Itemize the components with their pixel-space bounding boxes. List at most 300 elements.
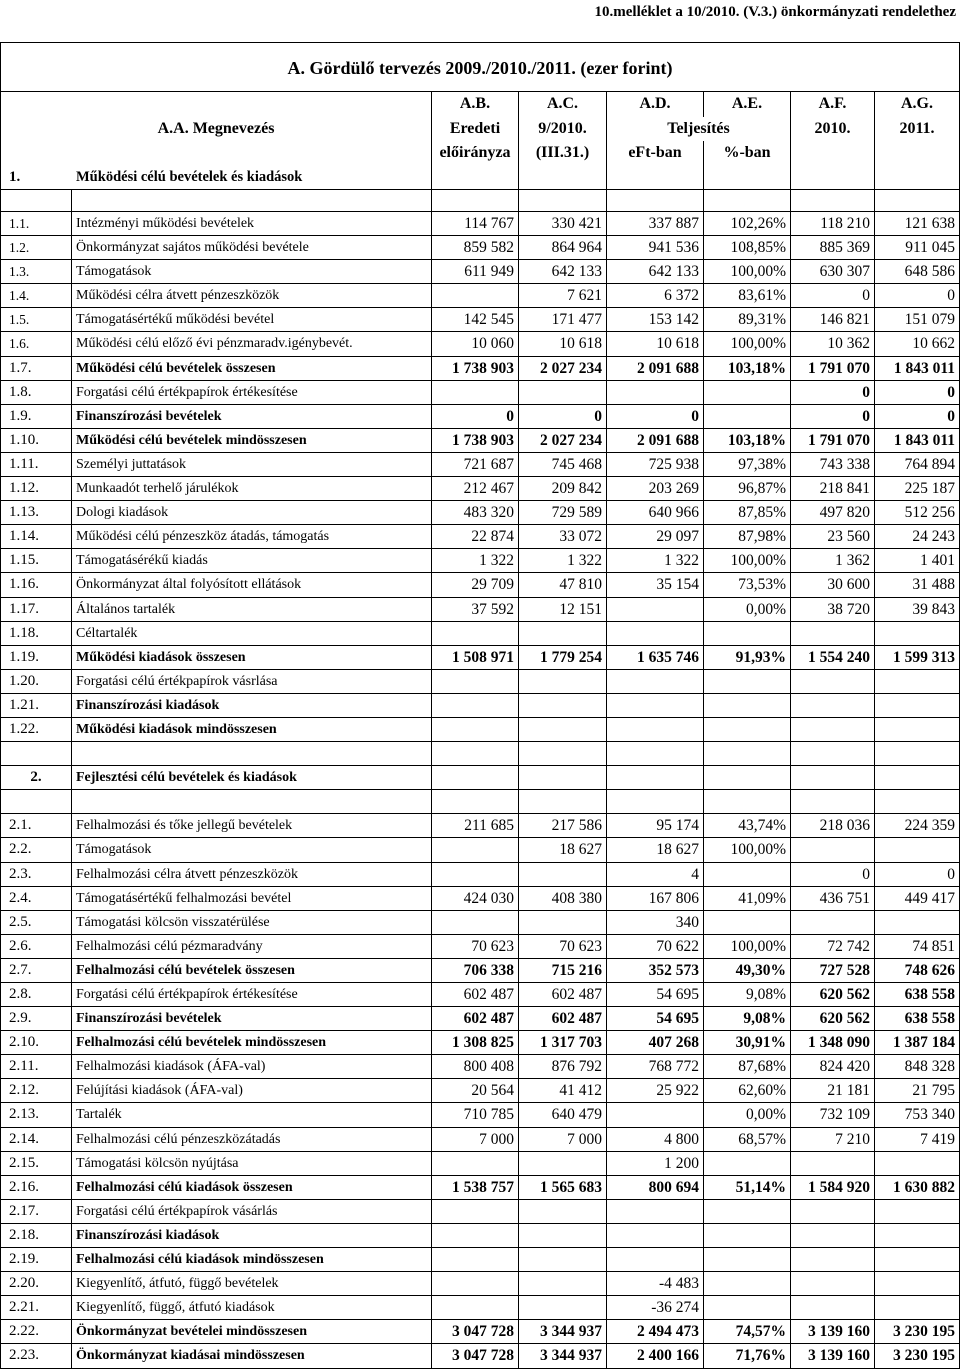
actual-eft-cell	[607, 1248, 704, 1272]
modified-budget-cell: 330 421	[519, 212, 607, 236]
row-label: Finanszírozási bevételek	[72, 405, 432, 429]
original-budget-cell: 114 767	[432, 212, 519, 236]
section-number: 1.	[0, 165, 72, 190]
table-row	[0, 1224, 960, 1248]
row-label: Dologi kiadások	[72, 501, 432, 525]
empty-cell	[704, 766, 791, 790]
row-number: 2.19.	[0, 1248, 72, 1272]
plan-2011-cell: 24 243	[875, 525, 960, 549]
empty-cell	[519, 790, 607, 814]
table-row	[0, 1272, 960, 1296]
plan-2011-cell: 764 894	[875, 453, 960, 477]
empty-cell	[519, 766, 607, 790]
blank-row	[0, 742, 960, 766]
plan-2011-cell: 748 626	[875, 959, 960, 983]
plan-2011-cell: 3 230 195	[875, 1344, 960, 1368]
original-budget-cell: 1 508 971	[432, 646, 519, 670]
actual-eft-cell	[607, 1103, 704, 1127]
row-label: Felhalmozási célú pézmaradvány	[72, 935, 432, 959]
plan-2011-cell: 21 795	[875, 1079, 960, 1103]
plan-2010-cell: 436 751	[791, 887, 875, 911]
actual-eft-cell: 768 772	[607, 1055, 704, 1079]
table-row	[0, 525, 960, 549]
plan-2010-cell: 10 362	[791, 332, 875, 356]
row-label: Működési célra átvett pénzeszközök	[72, 284, 432, 308]
section-heading-row	[0, 165, 960, 190]
plan-2011-cell: 1 599 313	[875, 646, 960, 670]
row-label: Forgatási célú értékpapírok vásárlás	[72, 1200, 432, 1224]
modified-budget-cell: 3 344 937	[519, 1344, 607, 1368]
modified-budget-cell	[519, 1200, 607, 1224]
row-number: 2.16.	[0, 1176, 72, 1200]
row-number: 1.18.	[0, 622, 72, 646]
plan-2011-cell: 638 558	[875, 1007, 960, 1031]
original-budget-cell	[432, 1224, 519, 1248]
table-row	[0, 549, 960, 573]
original-budget-cell: 859 582	[432, 236, 519, 260]
modified-budget-cell: 12 151	[519, 598, 607, 622]
actual-eft-cell	[607, 1224, 704, 1248]
actual-eft-cell: 29 097	[607, 525, 704, 549]
row-label: Finanszírozási kiadások	[72, 1224, 432, 1248]
actual-percent-cell: 96,87%	[704, 477, 791, 501]
plan-2010-cell	[791, 718, 875, 742]
row-number: 2.13.	[0, 1103, 72, 1127]
original-budget-cell: 1 738 903	[432, 429, 519, 453]
actual-eft-cell	[607, 1200, 704, 1224]
budget-table-body	[0, 212, 960, 1369]
row-number: 1.20.	[0, 670, 72, 694]
plan-2011-cell	[875, 838, 960, 862]
row-number: 2.20.	[0, 1272, 72, 1296]
modified-budget-cell: 642 133	[519, 260, 607, 284]
plan-2011-cell: 1 843 011	[875, 357, 960, 381]
actual-eft-cell: 0	[607, 405, 704, 429]
plan-2011-cell: 74 851	[875, 935, 960, 959]
modified-budget-cell: 1 322	[519, 549, 607, 573]
plan-2010-cell	[791, 1296, 875, 1320]
row-label: Önkormányzat bevételei mindösszesen	[72, 1320, 432, 1344]
row-number: 1.22.	[0, 718, 72, 742]
plan-2011-cell: 121 638	[875, 212, 960, 236]
row-label: Működési célú előző évi pénzmaradv.igénybevét.	[72, 332, 432, 356]
plan-2010-cell: 0	[791, 284, 875, 308]
actual-percent-cell: 30,91%	[704, 1031, 791, 1055]
row-number: 1.17.	[0, 598, 72, 622]
original-budget-cell: 0	[432, 405, 519, 429]
row-label: Működési célú bevételek összesen	[72, 357, 432, 381]
empty-cell	[704, 190, 791, 212]
actual-eft-cell: 2 091 688	[607, 357, 704, 381]
actual-eft-cell: 70 622	[607, 935, 704, 959]
table-row	[0, 670, 960, 694]
plan-2010-cell: 727 528	[791, 959, 875, 983]
actual-percent-cell	[704, 1200, 791, 1224]
actual-percent-cell: 73,53%	[704, 573, 791, 597]
empty-cell	[875, 190, 960, 212]
actual-percent-cell: 103,18%	[704, 357, 791, 381]
empty-cell	[432, 165, 519, 190]
row-number: 2.2.	[0, 838, 72, 862]
empty-cell	[0, 92, 72, 117]
plan-2010-cell: 72 742	[791, 935, 875, 959]
actual-eft-cell: 800 694	[607, 1176, 704, 1200]
actual-percent-cell: 100,00%	[704, 549, 791, 573]
actual-eft-cell: 1 322	[607, 549, 704, 573]
row-label: Támogatások	[72, 838, 432, 862]
modified-budget-cell: 2 027 234	[519, 357, 607, 381]
row-label: Kiegyenlítő, átfutó, függő bevételek	[72, 1272, 432, 1296]
row-number: 2.9.	[0, 1007, 72, 1031]
plan-2011-cell	[875, 911, 960, 935]
plan-2011-header: 2011.	[875, 117, 960, 141]
row-label: Támogatási kölcsön nyújtása	[72, 1152, 432, 1176]
original-budget-cell: 70 623	[432, 935, 519, 959]
table-row	[0, 1079, 960, 1103]
original-budget-cell: 483 320	[432, 501, 519, 525]
modified-budget-cell: 41 412	[519, 1079, 607, 1103]
row-label: Önkormányzat sajátos működési bevétele	[72, 236, 432, 260]
actual-percent-cell: 83,61%	[704, 284, 791, 308]
actual-eft-cell: 1 635 746	[607, 646, 704, 670]
plan-2011-cell: 224 359	[875, 814, 960, 838]
row-number: 1.14.	[0, 525, 72, 549]
row-label: Működési kiadások mindösszesen	[72, 718, 432, 742]
plan-2010-cell: 630 307	[791, 260, 875, 284]
table-row	[0, 453, 960, 477]
modified-budget-cell: 745 468	[519, 453, 607, 477]
section-number: 2.	[0, 766, 72, 790]
actual-eft-cell: 4	[607, 863, 704, 887]
original-budget-cell: 424 030	[432, 887, 519, 911]
table-row	[0, 959, 960, 983]
plan-2011-cell: 10 662	[875, 332, 960, 356]
plan-2011-cell: 1 843 011	[875, 429, 960, 453]
actual-eft-cell: 407 268	[607, 1031, 704, 1055]
modified-budget-cell: 602 487	[519, 983, 607, 1007]
row-label: Felhalmozási és tőke jellegű bevételek	[72, 814, 432, 838]
actual-percent-cell: 62,60%	[704, 1079, 791, 1103]
modified-budget-cell: 1 317 703	[519, 1031, 607, 1055]
row-number: 2.22.	[0, 1320, 72, 1344]
plan-2010-cell	[791, 1248, 875, 1272]
original-budget-cell: 211 685	[432, 814, 519, 838]
row-label: Forgatási célú értékpapírok vásrlása	[72, 670, 432, 694]
plan-2011-cell	[875, 622, 960, 646]
actual-percent-cell	[704, 670, 791, 694]
row-number: 2.7.	[0, 959, 72, 983]
plan-2010-cell: 620 562	[791, 983, 875, 1007]
column-code-f: A.F.	[791, 92, 875, 117]
modified-budget-cell: 18 627	[519, 838, 607, 862]
table-row	[0, 477, 960, 501]
actual-percent-cell: 71,76%	[704, 1344, 791, 1368]
empty-cell	[791, 165, 875, 190]
table-row	[0, 694, 960, 718]
plan-2010-cell: 218 841	[791, 477, 875, 501]
empty-cell	[72, 790, 432, 814]
row-number: 1.10.	[0, 429, 72, 453]
row-label: Finanszírozási kiadások	[72, 694, 432, 718]
table-row	[0, 284, 960, 308]
plan-2010-header: 2010.	[791, 117, 875, 141]
actual-percent-cell: 100,00%	[704, 260, 791, 284]
actual-eft-cell: 10 618	[607, 332, 704, 356]
plan-2010-cell: 497 820	[791, 501, 875, 525]
plan-2010-cell: 885 369	[791, 236, 875, 260]
actual-percent-cell: 41,09%	[704, 887, 791, 911]
plan-2011-cell: 3 230 195	[875, 1320, 960, 1344]
row-number: 1.5.	[0, 308, 72, 332]
plan-2011-cell: 911 045	[875, 236, 960, 260]
table-header	[0, 42, 960, 212]
empty-cell	[791, 790, 875, 814]
row-label: Forgatási célú értékpapírok értékesítése	[72, 983, 432, 1007]
actual-eft-cell: -36 274	[607, 1296, 704, 1320]
actual-percent-cell: 108,85%	[704, 236, 791, 260]
modified-budget-cell: 10 618	[519, 332, 607, 356]
actual-percent-cell	[704, 1224, 791, 1248]
modified-budget-cell: 209 842	[519, 477, 607, 501]
table-row	[0, 911, 960, 935]
plan-2010-cell: 1 584 920	[791, 1176, 875, 1200]
row-number: 2.5.	[0, 911, 72, 935]
original-budget-cell: 800 408	[432, 1055, 519, 1079]
actual-eft-cell: 18 627	[607, 838, 704, 862]
plan-2010-cell: 1 791 070	[791, 429, 875, 453]
table-row	[0, 405, 960, 429]
plan-2011-cell: 7 419	[875, 1128, 960, 1152]
modified-budget-cell	[519, 1248, 607, 1272]
plan-2011-cell: 225 187	[875, 477, 960, 501]
row-number: 2.11.	[0, 1055, 72, 1079]
original-budget-cell	[432, 381, 519, 405]
empty-cell	[0, 190, 72, 212]
row-number: 1.11.	[0, 453, 72, 477]
original-budget-header: Eredeti	[432, 117, 519, 141]
plan-2010-cell: 620 562	[791, 1007, 875, 1031]
original-budget-cell	[432, 1296, 519, 1320]
row-label: Felújítási kiadások (ÁFA-val)	[72, 1079, 432, 1103]
empty-cell	[875, 790, 960, 814]
row-number: 2.3.	[0, 863, 72, 887]
actual-eft-cell: 95 174	[607, 814, 704, 838]
plan-2011-cell: 648 586	[875, 260, 960, 284]
original-budget-cell	[432, 670, 519, 694]
plan-2010-cell	[791, 911, 875, 935]
row-label: Felhalmozási célú pénzeszközátadás	[72, 1128, 432, 1152]
actual-eft-cell	[607, 381, 704, 405]
empty-cell	[0, 141, 72, 166]
original-budget-cell: 20 564	[432, 1079, 519, 1103]
table-row	[0, 814, 960, 838]
plan-2011-cell: 151 079	[875, 308, 960, 332]
empty-cell	[791, 742, 875, 766]
table-row	[0, 1248, 960, 1272]
actual-eft-cell: -4 483	[607, 1272, 704, 1296]
modified-budget-cell: 715 216	[519, 959, 607, 983]
original-budget-cell: 10 060	[432, 332, 519, 356]
row-number: 1.8.	[0, 381, 72, 405]
empty-cell	[704, 790, 791, 814]
modified-budget-cell: 47 810	[519, 573, 607, 597]
original-budget-cell: 611 949	[432, 260, 519, 284]
table-row	[0, 718, 960, 742]
modified-budget-cell: 602 487	[519, 1007, 607, 1031]
row-number: 1.9.	[0, 405, 72, 429]
modified-budget-cell	[519, 622, 607, 646]
empty-cell	[432, 742, 519, 766]
modified-budget-cell: 1 779 254	[519, 646, 607, 670]
original-budget-cell	[432, 838, 519, 862]
row-label: Felhalmozási célra átvett pénzeszközök	[72, 863, 432, 887]
actual-percent-cell	[704, 622, 791, 646]
original-budget-cell: 710 785	[432, 1103, 519, 1127]
actual-eft-cell: 54 695	[607, 1007, 704, 1031]
actual-eft-cell: 337 887	[607, 212, 704, 236]
row-label: Felhalmozási kiadások (ÁFA-val)	[72, 1055, 432, 1079]
column-code-row	[0, 92, 960, 117]
plan-2011-cell: 1 401	[875, 549, 960, 573]
original-budget-cell: 212 467	[432, 477, 519, 501]
row-number: 2.10.	[0, 1031, 72, 1055]
original-budget-cell	[432, 1200, 519, 1224]
plan-2010-cell: 7 210	[791, 1128, 875, 1152]
plan-2011-cell: 1 630 882	[875, 1176, 960, 1200]
section-heading-row	[0, 766, 960, 790]
actual-eft-cell	[607, 694, 704, 718]
row-number: 1.13.	[0, 501, 72, 525]
original-budget-cell: 721 687	[432, 453, 519, 477]
table-row	[0, 1320, 960, 1344]
empty-cell	[791, 141, 875, 166]
empty-cell	[607, 766, 704, 790]
empty-cell	[432, 766, 519, 790]
row-number: 1.7.	[0, 357, 72, 381]
modified-budget-cell: 7 000	[519, 1128, 607, 1152]
plan-2010-cell	[791, 670, 875, 694]
plan-2011-cell: 39 843	[875, 598, 960, 622]
plan-2010-cell: 23 560	[791, 525, 875, 549]
actual-percent-cell	[704, 911, 791, 935]
plan-2011-cell	[875, 694, 960, 718]
plan-2010-cell: 1 791 070	[791, 357, 875, 381]
actual-header: Teljesítés	[607, 117, 791, 141]
empty-cell	[0, 742, 72, 766]
plan-2010-cell	[791, 1224, 875, 1248]
empty-cell	[607, 742, 704, 766]
row-label: Finanszírozási bevételek	[72, 1007, 432, 1031]
plan-2011-cell: 753 340	[875, 1103, 960, 1127]
actual-percent-cell: 43,74%	[704, 814, 791, 838]
plan-2011-cell: 638 558	[875, 983, 960, 1007]
actual-percent-cell	[704, 405, 791, 429]
actual-eft-cell: 1 200	[607, 1152, 704, 1176]
row-number: 2.4.	[0, 887, 72, 911]
row-label: Működési célú pénzeszköz átadás, támogatás	[72, 525, 432, 549]
actual-eft-cell: 352 573	[607, 959, 704, 983]
plan-2010-cell	[791, 622, 875, 646]
row-label: Támogatások	[72, 260, 432, 284]
actual-percent-cell	[704, 1272, 791, 1296]
plan-2010-cell	[791, 694, 875, 718]
empty-cell	[875, 141, 960, 166]
row-number: 2.14.	[0, 1128, 72, 1152]
row-label: Tartalék	[72, 1103, 432, 1127]
original-budget-cell: 602 487	[432, 983, 519, 1007]
empty-cell	[72, 190, 432, 212]
table-row	[0, 357, 960, 381]
row-label: Felhalmozási célú bevételek összesen	[72, 959, 432, 983]
table-row	[0, 887, 960, 911]
row-label: Felhalmozási célú bevételek mindösszesen	[72, 1031, 432, 1055]
empty-cell	[704, 742, 791, 766]
row-label: Támogatásértékű működési bevétel	[72, 308, 432, 332]
original-budget-cell: 7 000	[432, 1128, 519, 1152]
table-row	[0, 573, 960, 597]
plan-2011-cell: 1 387 184	[875, 1031, 960, 1055]
modified-budget-cell	[519, 1224, 607, 1248]
plan-2011-cell	[875, 1272, 960, 1296]
plan-2010-cell: 1 362	[791, 549, 875, 573]
table-row	[0, 1296, 960, 1320]
plan-2011-cell: 449 417	[875, 887, 960, 911]
plan-2011-cell: 0	[875, 405, 960, 429]
row-number: 1.2.	[0, 236, 72, 260]
actual-percent-cell: 100,00%	[704, 838, 791, 862]
modified-budget-cell: 2 027 234	[519, 429, 607, 453]
original-budget-cell	[432, 284, 519, 308]
row-number: 1.3.	[0, 260, 72, 284]
actual-eft-cell: 54 695	[607, 983, 704, 1007]
table-row	[0, 429, 960, 453]
modified-budget-cell	[519, 1152, 607, 1176]
table-row	[0, 236, 960, 260]
plan-2010-cell: 38 720	[791, 598, 875, 622]
actual-percent-cell: 87,68%	[704, 1055, 791, 1079]
column-code-b: A.B.	[432, 92, 519, 117]
actual-eft-cell: 2 091 688	[607, 429, 704, 453]
table-row	[0, 1007, 960, 1031]
modified-budget-cell: 876 792	[519, 1055, 607, 1079]
original-budget-cell	[432, 1248, 519, 1272]
actual-percent-cell: 97,38%	[704, 453, 791, 477]
plan-2011-cell	[875, 1248, 960, 1272]
table-row	[0, 838, 960, 862]
modified-budget-subheader: (III.31.)	[519, 141, 607, 166]
empty-cell	[791, 190, 875, 212]
empty-cell	[72, 141, 432, 166]
actual-eft-cell	[607, 670, 704, 694]
original-budget-cell: 706 338	[432, 959, 519, 983]
modified-budget-cell: 33 072	[519, 525, 607, 549]
actual-percent-cell	[704, 694, 791, 718]
plan-2010-cell	[791, 1152, 875, 1176]
row-label: Személyi juttatások	[72, 453, 432, 477]
row-number: 1.6.	[0, 332, 72, 356]
column-code-d: A.D.	[607, 92, 704, 117]
row-label: Működési célú bevételek mindösszesen	[72, 429, 432, 453]
plan-2010-cell: 146 821	[791, 308, 875, 332]
table-row	[0, 1344, 960, 1368]
table-row	[0, 1055, 960, 1079]
actual-eft-cell: 941 536	[607, 236, 704, 260]
modified-budget-cell: 217 586	[519, 814, 607, 838]
plan-2011-cell	[875, 1152, 960, 1176]
original-budget-cell: 3 047 728	[432, 1320, 519, 1344]
actual-percent-cell	[704, 1296, 791, 1320]
actual-percent-cell: 68,57%	[704, 1128, 791, 1152]
